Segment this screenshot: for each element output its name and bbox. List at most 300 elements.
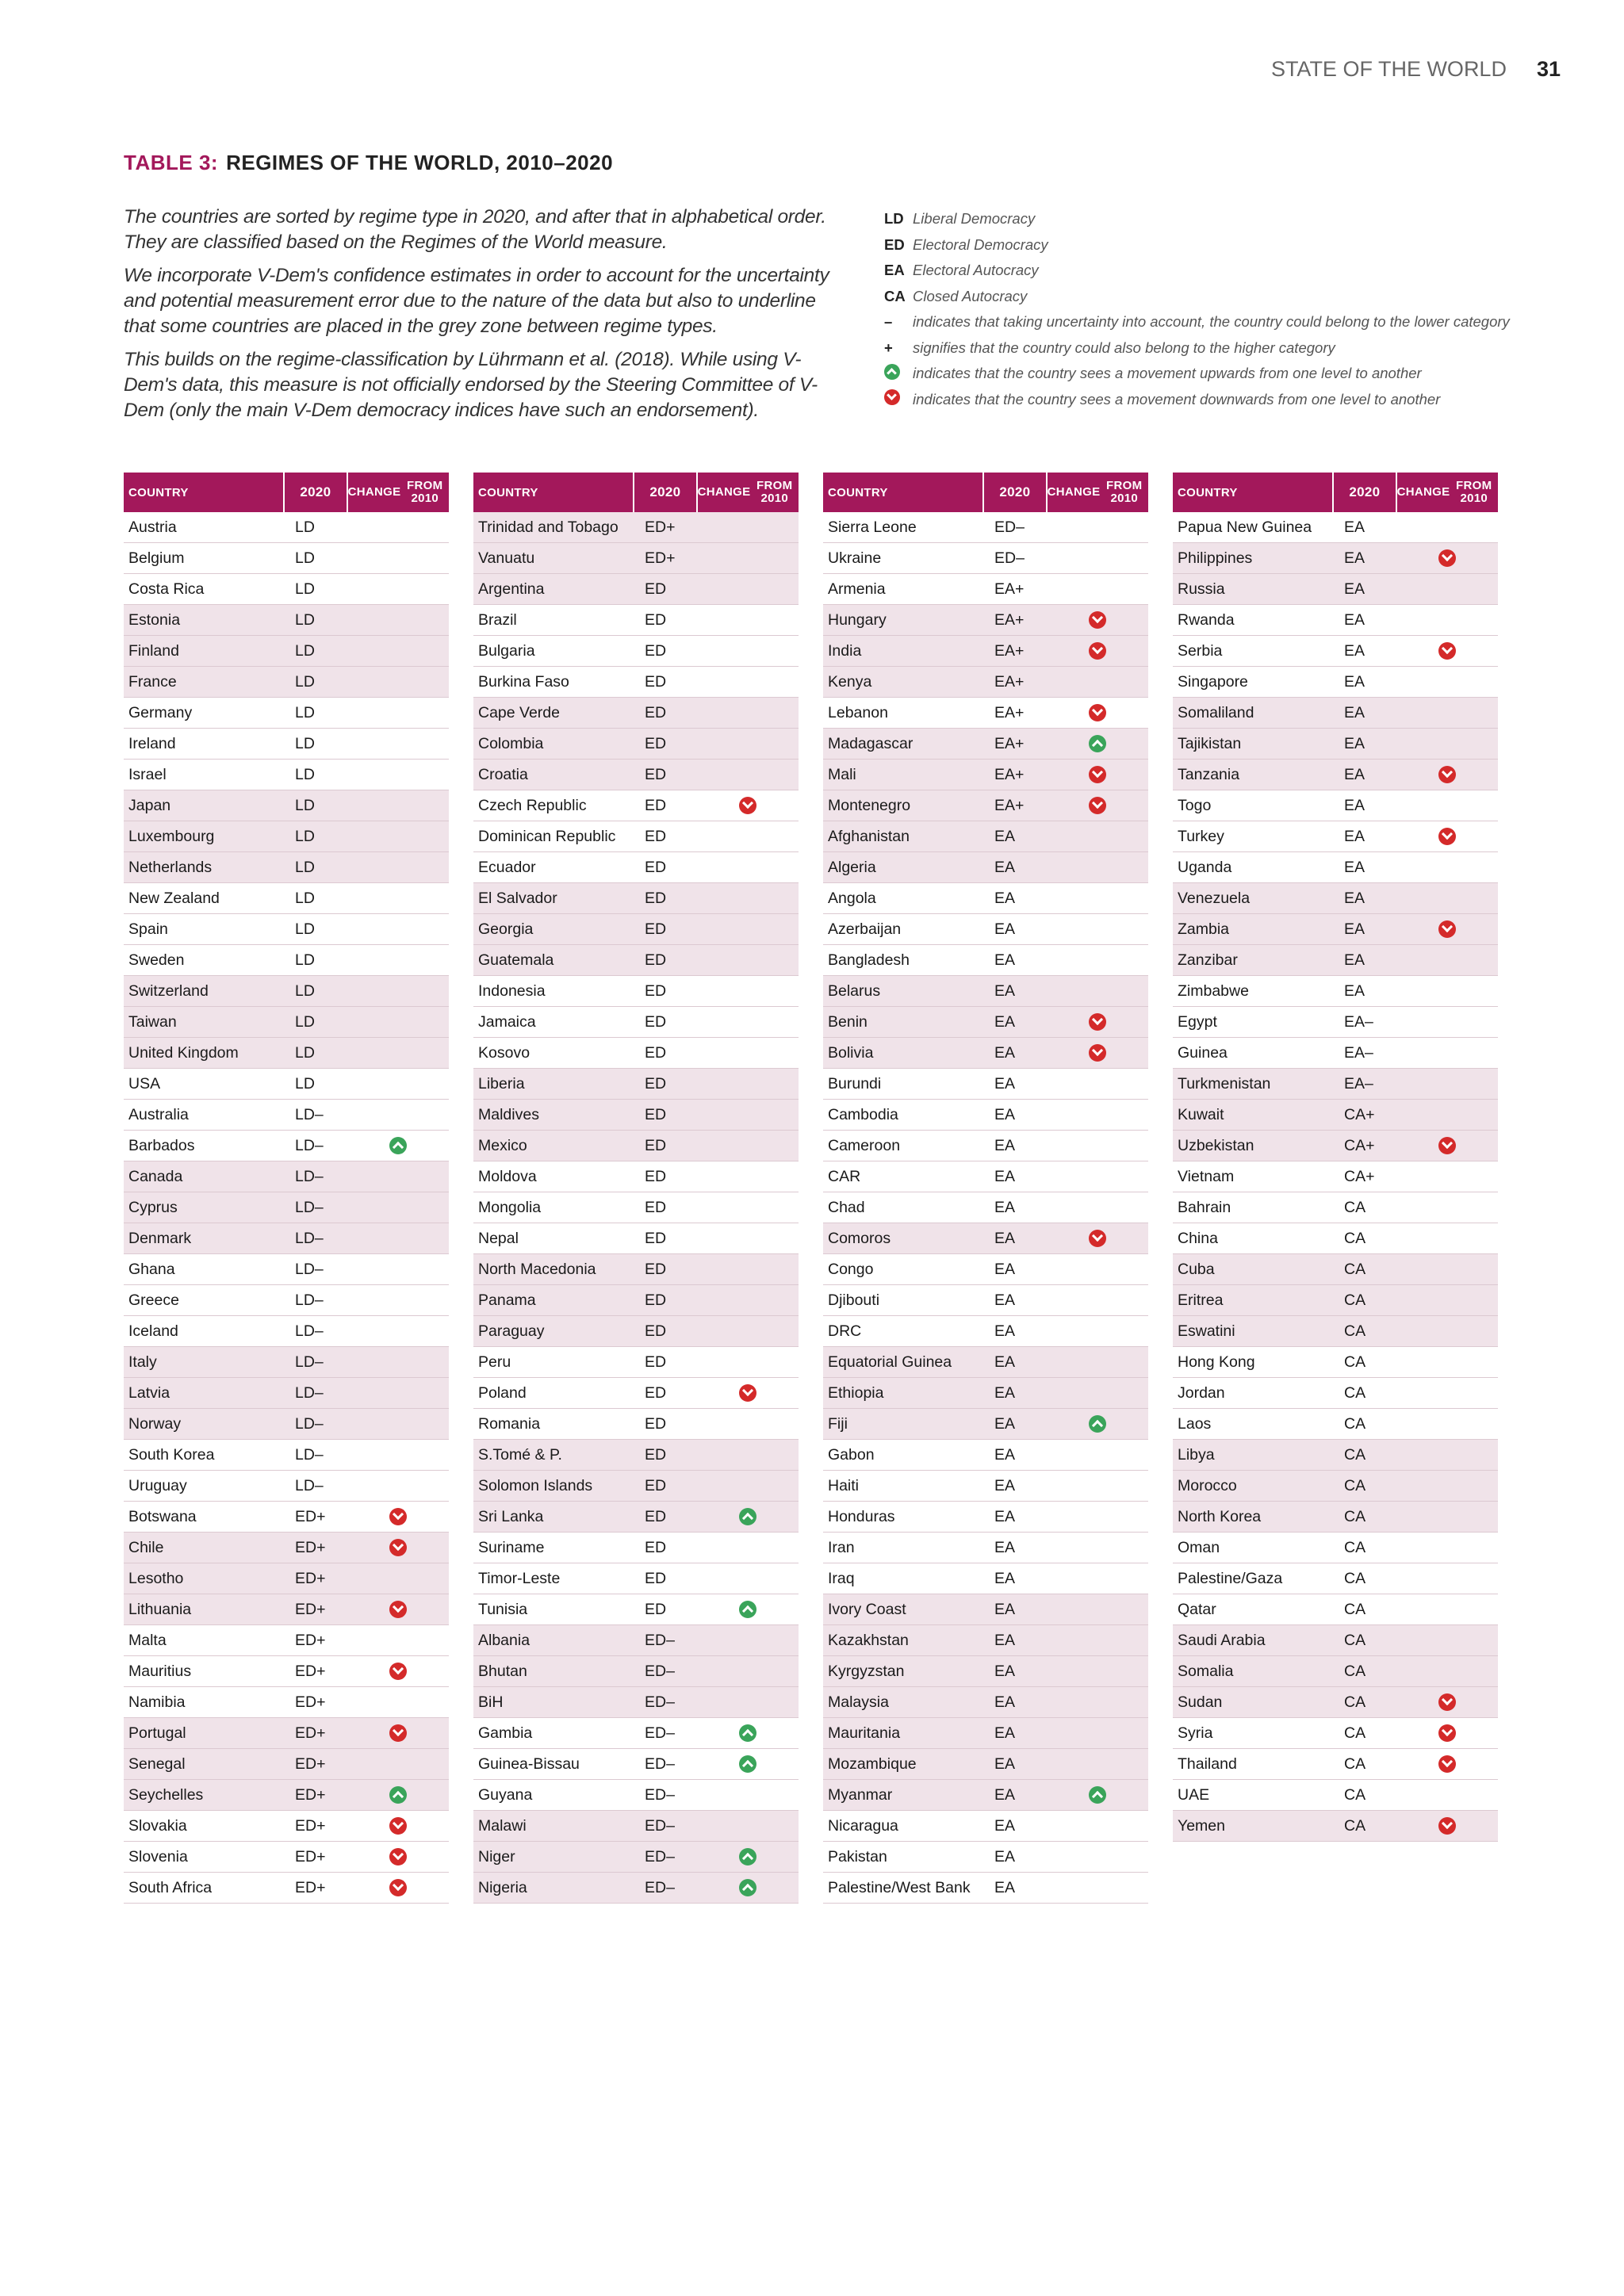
table-column-1 [124,473,449,1904]
country-name: Zambia [1178,920,1230,938]
table-row [124,1749,449,1780]
regime-2020: ED– [645,1847,675,1866]
regime-2020: EA [994,1445,1016,1464]
regime-2020: LD [295,827,315,845]
country-name: Morocco [1178,1476,1237,1494]
arrow-down-icon [1089,704,1106,721]
regime-2020: EA– [1344,1043,1373,1062]
table-row [124,1533,449,1563]
arrow-down-icon [389,1663,407,1680]
regime-2020: LD [295,982,315,1000]
country-name: Cameroon [828,1136,901,1154]
regime-2020: ED [645,1167,667,1185]
country-name: Japan [128,796,171,814]
regime-2020: EA [1344,796,1365,814]
legend-item [884,387,1582,413]
country-name: Peru [478,1353,511,1371]
table-row [1173,667,1498,698]
regime-2020: EA [994,827,1016,845]
table-row [124,698,449,729]
table-row [473,1502,799,1533]
country-name: Portugal [128,1724,186,1742]
country-name: Albania [478,1631,530,1649]
regime-2020: LD [295,858,315,876]
table-row [124,821,449,852]
country-name: Guyana [478,1785,533,1804]
country-name: Eritrea [1178,1291,1224,1309]
regime-2020: ED [645,1105,667,1123]
table-row [124,729,449,760]
table-row [124,1192,449,1223]
regime-2020: LD [295,1074,315,1093]
regime-2020: CA [1344,1724,1366,1742]
country-name: Algeria [828,858,876,876]
table-row [823,760,1148,790]
arrow-down-icon [389,1601,407,1618]
table-row [473,1594,799,1625]
regime-2020: CA [1344,1445,1366,1464]
country-name: Panama [478,1291,536,1309]
country-name: Oman [1178,1538,1220,1556]
arrow-up-icon [739,1755,756,1773]
regime-2020: CA [1344,1414,1366,1433]
country-name: Nicaragua [828,1816,898,1835]
table-row [1173,729,1498,760]
change-from-2010 [1396,920,1498,938]
table-row [473,1440,799,1471]
header-country: COUNTRY [823,473,984,512]
country-name: Equatorial Guinea [828,1353,952,1371]
regime-2020: LD– [295,1291,324,1309]
legend-key: ED [884,235,905,253]
change-from-2010 [1047,1786,1148,1804]
table-row [124,1409,449,1440]
regime-2020: ED+ [295,1847,326,1866]
regime-2020: ED [645,672,667,691]
change-from-2010 [347,1601,449,1618]
table-row [473,1471,799,1502]
regime-2020: CA [1344,1600,1366,1618]
table-row [1173,1811,1498,1842]
legend-item [884,206,1582,232]
arrow-down-icon [1089,611,1106,629]
regime-2020: ED+ [295,1538,326,1556]
table-row [124,543,449,574]
regime-2020: EA [994,1600,1016,1618]
country-name: Georgia [478,920,534,938]
regime-2020: ED– [645,1724,675,1742]
change-from-2010 [347,1137,449,1154]
header-year: 2020 [285,473,348,512]
table-row [823,1285,1148,1316]
regime-2020: EA [994,1012,1016,1031]
table-row [823,636,1148,667]
country-name: Mongolia [478,1198,542,1216]
table-row [473,976,799,1007]
country-name: Mauritania [828,1724,901,1742]
regime-2020: EA [994,1167,1016,1185]
country-name: Sudan [1178,1693,1223,1711]
regime-2020: LD [295,610,315,629]
country-name: Ivory Coast [828,1600,906,1618]
country-name: Lesotho [128,1569,184,1587]
regime-2020: ED [645,765,667,783]
regime-2020: EA– [1344,1074,1373,1093]
regime-2020: ED [645,580,667,598]
change-from-2010 [347,1508,449,1525]
country-name: Comoros [828,1229,891,1247]
country-name: Niger [478,1847,515,1866]
page-number: 31 [1536,57,1561,81]
table-row [124,1625,449,1656]
country-name: Czech Republic [478,796,587,814]
change-from-2010 [347,1786,449,1804]
country-name: Senegal [128,1755,186,1773]
regime-2020: LD– [295,1414,324,1433]
regime-2020: ED+ [295,1569,326,1587]
table-row [124,1347,449,1378]
regime-2020: EA [994,1198,1016,1216]
table-row [823,914,1148,945]
regime-2020: ED– [994,518,1025,536]
change-from-2010 [1396,642,1498,660]
country-name: Poland [478,1383,527,1402]
change-from-2010 [1396,1137,1498,1154]
table-row [823,1038,1148,1069]
regime-2020: EA [994,1662,1016,1680]
regime-2020: CA [1344,1755,1366,1773]
table-row [823,821,1148,852]
table-row [473,1161,799,1192]
legend [884,206,1582,412]
country-name: Denmark [128,1229,192,1247]
table-row [124,1471,449,1502]
country-name: Finland [128,641,179,660]
country-name: Ukraine [828,549,882,567]
regime-2020: ED [645,1260,667,1278]
regime-2020: ED– [645,1631,675,1649]
regime-2020: EA [994,951,1016,969]
country-name: Honduras [828,1507,895,1525]
legend-key: – [884,313,893,331]
country-name: Cape Verde [478,703,560,721]
page-header [0,57,1561,82]
country-name: Myanmar [828,1785,893,1804]
table-row [473,1718,799,1749]
regime-2020: ED+ [295,1600,326,1618]
table-row [473,1131,799,1161]
country-name: Gabon [828,1445,875,1464]
change-from-2010 [1047,797,1148,814]
country-name: Sri Lanka [478,1507,544,1525]
arrow-down-icon [1089,1230,1106,1247]
table-row [473,729,799,760]
regime-2020: EA [994,1785,1016,1804]
table-row [823,1223,1148,1254]
legend-description: indicates that the country sees a movement downwards from one level to another [913,390,1441,408]
table-row [823,1471,1148,1502]
legend-item [884,232,1582,258]
table-row [1173,790,1498,821]
table-row [473,1100,799,1131]
arrow-down-icon [1089,797,1106,814]
header-change-line2: FROM 2010 [407,479,443,505]
regime-2020: EA [994,1322,1016,1340]
table-row [124,945,449,976]
change-from-2010 [1396,766,1498,783]
regime-2020: LD [295,796,315,814]
country-name: Philippines [1178,549,1253,567]
table-row [823,1409,1148,1440]
country-name: Israel [128,765,167,783]
table-row [1173,1718,1498,1749]
regime-2020: ED [645,734,667,752]
table-row [823,1533,1148,1563]
country-name: Trinidad and Tobago [478,518,619,536]
regimes-table [124,473,1503,1947]
table-row [1173,1563,1498,1594]
country-name: Ecuador [478,858,536,876]
table-row [1173,1223,1498,1254]
arrow-up-icon [739,1724,756,1742]
table-row [1173,636,1498,667]
regime-2020: ED [645,703,667,721]
regime-2020: LD [295,703,315,721]
country-name: South Africa [128,1878,213,1896]
header-change-line2: FROM 2010 [756,479,793,505]
regime-2020: LD [295,734,315,752]
country-name: Guinea-Bissau [478,1755,580,1773]
country-name: Italy [128,1353,157,1371]
arrow-down-icon [1089,766,1106,783]
country-name: Azerbaijan [828,920,902,938]
arrow-down-icon [1438,766,1456,783]
country-name: Croatia [478,765,528,783]
table-row [124,1780,449,1811]
table-row [473,1780,799,1811]
country-name: Zimbabwe [1178,982,1249,1000]
regime-2020: EA [994,1724,1016,1742]
regime-2020: ED– [645,1785,675,1804]
regime-2020: LD [295,1043,315,1062]
country-name: Australia [128,1105,189,1123]
country-name: Brazil [478,610,517,629]
country-name: Mali [828,765,856,783]
country-name: Estonia [128,610,181,629]
table-row [124,790,449,821]
country-name: Guinea [1178,1043,1228,1062]
country-name: Papua New Guinea [1178,518,1312,536]
country-name: Serbia [1178,641,1223,660]
arrow-down-icon [389,1817,407,1835]
table-row [124,1378,449,1409]
regime-2020: EA [1344,518,1365,536]
country-name: Fiji [828,1414,848,1433]
legend-description: Liberal Democracy [913,210,1036,228]
country-name: Sweden [128,951,185,969]
table-row [473,1749,799,1780]
change-from-2010 [1047,611,1148,629]
table-row [473,914,799,945]
intro-paragraph: The countries are sorted by regime type in 2020, and after that in alphabetical order. They are classified based on the Regimes of the World measure. [124,206,826,253]
country-name: Dominican Republic [478,827,616,845]
regime-2020: LD [295,765,315,783]
regime-2020: LD– [295,1229,324,1247]
table-row [1173,1069,1498,1100]
country-name: Kuwait [1178,1105,1224,1123]
table-row [473,1811,799,1842]
change-from-2010 [1047,735,1148,752]
country-name: Latvia [128,1383,170,1402]
country-name: Argentina [478,580,545,598]
legend-item [884,258,1582,284]
country-name: New Zealand [128,889,220,907]
change-from-2010 [697,1755,799,1773]
country-name: Cuba [1178,1260,1215,1278]
regime-2020: LD [295,641,315,660]
country-name: Slovenia [128,1847,188,1866]
table-column-4 [1173,473,1498,1842]
country-name: Mexico [478,1136,527,1154]
country-name: Burkina Faso [478,672,569,691]
arrow-up-icon [739,1879,756,1896]
country-name: France [128,672,177,691]
country-name: Djibouti [828,1291,880,1309]
regime-2020: ED [645,1569,667,1587]
table-row [124,1842,449,1873]
table-row [124,1131,449,1161]
table-row [823,543,1148,574]
country-name: Egypt [1178,1012,1217,1031]
country-name: CAR [828,1167,861,1185]
change-from-2010 [1047,1415,1148,1433]
table-label: TABLE 3: [124,151,219,174]
country-name: India [828,641,862,660]
table-row [473,1223,799,1254]
country-name: Congo [828,1260,874,1278]
regime-2020: ED+ [645,549,676,567]
country-name: Romania [478,1414,541,1433]
regime-2020: ED [645,982,667,1000]
regime-2020: ED [645,1198,667,1216]
country-name: Libya [1178,1445,1215,1464]
header-country: COUNTRY [473,473,634,512]
arrow-down-icon [1089,642,1106,660]
table-row [124,574,449,605]
regime-2020: EA [994,1538,1016,1556]
regime-2020: LD– [295,1476,324,1494]
regime-2020: EA [1344,672,1365,691]
regime-2020: CA [1344,1291,1366,1309]
regime-2020: EA [994,889,1016,907]
regime-2020: ED+ [295,1693,326,1711]
table-row [473,1687,799,1718]
table-row [823,1563,1148,1594]
change-from-2010 [347,1539,449,1556]
regime-2020: ED+ [295,1662,326,1680]
regime-2020: EA [1344,703,1365,721]
regime-2020: ED+ [295,1724,326,1742]
change-from-2010 [1396,1817,1498,1835]
country-name: Montenegro [828,796,911,814]
country-name: Saudi Arabia [1178,1631,1266,1649]
table-row [823,1440,1148,1471]
country-name: Yemen [1178,1816,1225,1835]
regime-2020: CA [1344,1476,1366,1494]
table-row [124,852,449,883]
change-from-2010 [697,1508,799,1525]
regime-2020: ED– [645,1755,675,1773]
table-row [823,945,1148,976]
table-header [473,473,799,512]
regime-2020: ED [645,1445,667,1464]
table-row [124,1656,449,1687]
regime-2020: EA [994,1136,1016,1154]
legend-description: indicates that taking uncertainty into account, the country could belong to the lower category [913,313,1510,331]
regime-2020: LD [295,889,315,907]
legend-key: LD [884,210,904,228]
table-row [124,1316,449,1347]
header-change-line1: CHANGE [1396,485,1450,499]
regime-2020: EA [994,1291,1016,1309]
country-name: Kosovo [478,1043,530,1062]
regime-2020: ED+ [295,1785,326,1804]
country-name: Netherlands [128,858,213,876]
legend-key [884,364,913,384]
regime-2020: ED [645,889,667,907]
table-row [1173,1161,1498,1192]
table-row [1173,914,1498,945]
regime-2020: ED [645,1600,667,1618]
country-name: Norway [128,1414,182,1433]
table-row [823,1161,1148,1192]
regime-2020: EA [994,1816,1016,1835]
legend-key: CA [884,287,906,304]
table-row [473,1192,799,1223]
table-row [473,1069,799,1100]
table-row [823,1625,1148,1656]
country-name: Burundi [828,1074,882,1093]
regime-2020: ED [645,641,667,660]
country-name: Vietnam [1178,1167,1235,1185]
table-row [124,1811,449,1842]
arrow-up-icon [1089,1786,1106,1804]
change-from-2010 [697,797,799,814]
table-row [823,667,1148,698]
change-from-2010 [1047,1044,1148,1062]
regime-2020: EA [994,1631,1016,1649]
table-row [473,1873,799,1904]
regime-2020: LD [295,951,315,969]
legend-key [884,389,913,409]
regime-2020: EA [1344,858,1365,876]
country-name: El Salvador [478,889,557,907]
table-row [1173,1440,1498,1471]
section-title: STATE OF THE WORLD [1270,57,1507,81]
change-from-2010 [347,1663,449,1680]
country-name: Ireland [128,734,176,752]
regime-2020: EA [1344,951,1365,969]
country-name: Uganda [1178,858,1232,876]
country-name: Chile [128,1538,164,1556]
arrow-up-icon [389,1786,407,1804]
country-name: Tanzania [1178,765,1240,783]
regime-2020: EA+ [994,610,1025,629]
country-name: Singapore [1178,672,1248,691]
table-row [124,1223,449,1254]
regime-2020: EA [1344,734,1365,752]
country-name: Haiti [828,1476,860,1494]
